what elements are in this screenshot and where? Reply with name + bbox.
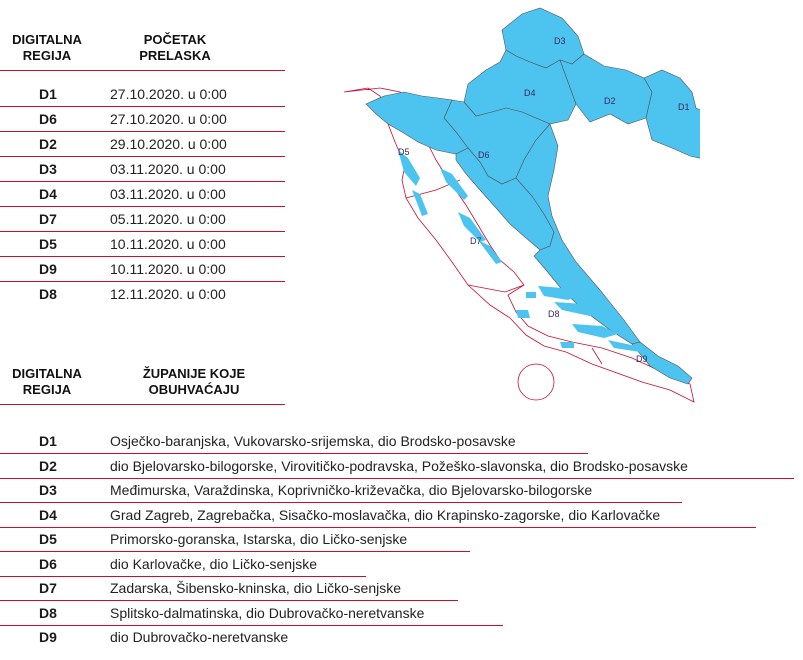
- table2-row-counties: dio Bjelovarsko-bilogorske, Virovitičko-podravska, Požeško-slavonska, dio Brodsko-posavske: [110, 457, 688, 474]
- table2-row-divider: [0, 453, 588, 454]
- table1-row-divider: [0, 131, 285, 132]
- table1-row-code: D6: [39, 111, 57, 127]
- table1-row-code: D8: [39, 286, 57, 302]
- table1-row-date: 03.11.2020. u 0:00: [110, 161, 226, 177]
- table1-header-value: [120, 32, 230, 64]
- table2-row-divider: [0, 527, 756, 528]
- map-label-d2: D2: [604, 96, 616, 106]
- table1-row-code: D7: [39, 211, 57, 227]
- table1-header-value-line2: PRELASKA: [139, 48, 211, 63]
- table1-header-region-line2: REGIJA: [22, 48, 72, 63]
- sea-boundary-d8-d9: [592, 348, 602, 364]
- table2-row-counties: Zadarska, Šibensko-kninska, dio Ličko-senjske: [110, 580, 402, 596]
- table1-row-date: 05.11.2020. u 0:00: [110, 211, 226, 227]
- map-label-d7: D7: [470, 236, 482, 246]
- table1-row-divider: [0, 206, 285, 207]
- map-label-d5: D5: [398, 147, 410, 157]
- table2-header-value-line1: ŽUPANIJE KOJE: [142, 366, 246, 381]
- croatia-regions-map: [340, 0, 700, 410]
- map-label-d1: D1: [678, 102, 690, 112]
- table1-row-divider: [0, 106, 285, 107]
- table1-row-code: D9: [39, 261, 57, 277]
- map-label-d3: D3: [554, 36, 566, 46]
- table1-row-date: 27.10.2020. u 0:00: [110, 111, 227, 127]
- table1-header-region: [4, 32, 90, 64]
- table2-row-counties: Osječko-baranjska, Vukovarsko-srijemska, dio Brodsko-posavske: [110, 433, 516, 449]
- table2-header-region-line2: REGIJA: [22, 382, 72, 397]
- table1-row-date: 10.11.2020. u 0:00: [110, 236, 226, 252]
- map-label-d8: D8: [548, 309, 560, 319]
- island-solta: [526, 292, 536, 298]
- table2-row-counties: Splitsko-dalmatinska, dio Dubrovačko-neretvanske: [110, 604, 425, 621]
- table1-header-region-line1: DIGITALNA: [12, 32, 82, 47]
- table2-row-counties: Primorsko-goranska, Istarska, dio Ličko-senjske: [110, 531, 408, 547]
- table2-row-code: D8: [39, 604, 57, 621]
- island-lastovo: [560, 342, 574, 348]
- table2-header-region-line1: DIGITALNA: [12, 366, 82, 381]
- sea-boundary-d7-d8: [468, 285, 524, 292]
- table1-row-divider: [0, 256, 285, 257]
- table2-header-rule: [0, 404, 285, 405]
- table2-row-divider: [0, 576, 366, 577]
- table1-row-code: D2: [39, 136, 57, 152]
- island-kornati: [478, 240, 502, 264]
- sea-boundary-island-loop: [518, 364, 554, 400]
- table1-row-divider: [0, 181, 285, 182]
- table2-row-divider: [0, 478, 794, 479]
- region-d2: [560, 54, 652, 124]
- table1-row-divider: [0, 231, 285, 232]
- table2-row-code: D2: [39, 457, 57, 474]
- table2-row-code: D9: [39, 629, 57, 645]
- island-pag: [440, 168, 468, 200]
- table1-row-code: D1: [39, 86, 57, 102]
- map-label-d9: D9: [636, 354, 648, 364]
- table2-row-code: D5: [39, 531, 57, 547]
- table2-header-region: [4, 366, 90, 398]
- table1-row-code: D4: [39, 186, 57, 202]
- table2-row-divider: [0, 600, 458, 601]
- table2-row-code: D1: [39, 433, 57, 449]
- map-label-d4: D4: [524, 88, 536, 98]
- table2-row-counties: Međimurska, Varaždinska, Koprivničko-križevačka, dio Bjelovarsko-bilogorske: [110, 482, 593, 498]
- table2-row-code: D6: [39, 555, 57, 572]
- table2-row-code: D3: [39, 482, 57, 498]
- table2-row-code: D4: [39, 506, 57, 523]
- table1-row-divider: [0, 281, 285, 282]
- table2-header-value: [124, 366, 264, 398]
- table2-row-counties: dio Dubrovačko-neretvanske: [110, 629, 289, 645]
- table1-row-date: 29.10.2020. u 0:00: [110, 136, 227, 152]
- table2-row-counties: Grad Zagreb, Zagrebačka, Sisačko-moslavačka, dio Krapinsko-zagorske, dio Karlovačke: [110, 506, 661, 523]
- table2-row-code: D7: [39, 580, 57, 596]
- table1-row-code: D3: [39, 161, 57, 177]
- table2-header-value-line2: OBUHVAĆAJU: [148, 382, 240, 397]
- table2-row-counties: dio Karlovačke, dio Ličko-senjske: [110, 555, 317, 572]
- table1-header-rule: [0, 70, 285, 71]
- table1-row-date: 10.11.2020. u 0:00: [110, 261, 226, 277]
- island-vis: [516, 310, 530, 318]
- table1-header-value-line1: POČETAK: [143, 32, 207, 47]
- table1-row-date: 12.11.2020. u 0:00: [110, 286, 226, 302]
- table1-row-date: 27.10.2020. u 0:00: [110, 86, 227, 102]
- table2-row-divider: [0, 551, 470, 552]
- region-d1: [644, 70, 700, 160]
- table2-row-divider: [0, 502, 682, 503]
- table1-row-code: D5: [39, 236, 57, 252]
- map-label-d6: D6: [478, 150, 490, 160]
- table1-row-date: 03.11.2020. u 0:00: [110, 186, 226, 202]
- table2-row-divider: [0, 625, 503, 626]
- table1-row-divider: [0, 156, 285, 157]
